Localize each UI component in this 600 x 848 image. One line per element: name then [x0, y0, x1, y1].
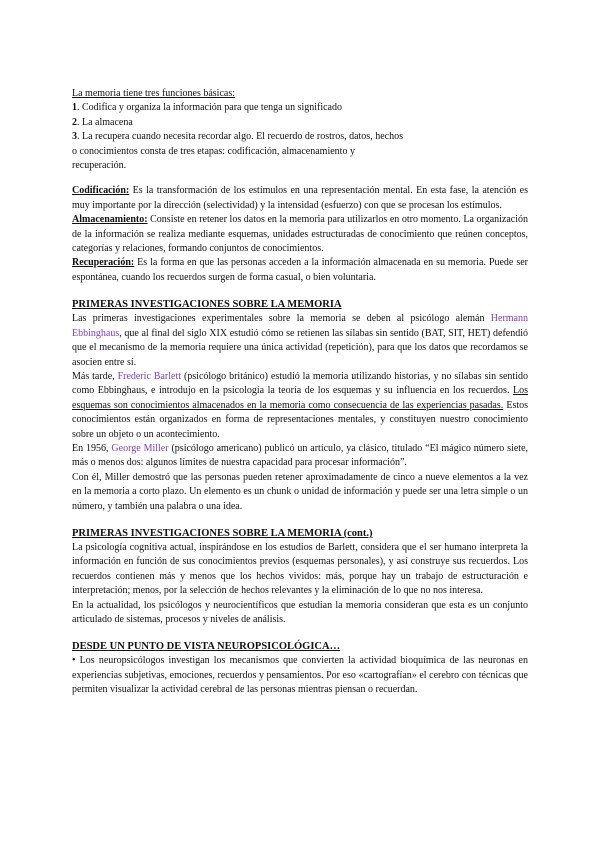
- underlined-definition: Los esquemas son conocimientos almacenados en la memoria como consecuencia de las experiencias pasadas.: [72, 385, 528, 411]
- definition-almacenamiento: [72, 213, 528, 256]
- text-span: En 1956,: [72, 442, 112, 454]
- link-hermann-ebbinghaus[interactable]: Hermann Ebbinghaus: [72, 313, 528, 339]
- text-span: Más tarde,: [72, 370, 118, 382]
- item-number: 3: [72, 131, 77, 143]
- definition-text: Es la forma en que las personas acceden a la información almacenada en su memoria. Puede ser espontánea, cuando los recuerdos surgen de forma casual, o bien voluntaria.: [72, 257, 528, 283]
- link-george-miller[interactable]: George Miller: [111, 442, 169, 454]
- item-number: 2: [72, 116, 77, 128]
- intro-item-1: [72, 101, 528, 115]
- text-span: (psicólogo americano) publicó un artículo, ya clásico, titulado “El mágico número siete, más o menos dos: algunos límites de nuestra capacidad para procesar información”.: [72, 442, 529, 469]
- intro-continuation-2: recuperación.: [72, 160, 127, 172]
- section-title-primeras-investigaciones-cont: PRIMERAS INVESTIGACIONES SOBRE LA MEMORIA (cont.): [72, 527, 373, 539]
- definition-recuperacion: [72, 256, 528, 285]
- document-content: [72, 87, 528, 698]
- definition-term: Recuperación:: [72, 257, 135, 269]
- text-span: Las primeras investigaciones experimentales sobre la memoria se deben al psicólogo alemán: [72, 313, 491, 325]
- intro-item-2: [72, 116, 528, 130]
- link-frederic-barlett[interactable]: Frederic Barlett: [117, 370, 182, 382]
- section-title-primeras-investigaciones: PRIMERAS INVESTIGACIONES SOBRE LA MEMORIA: [72, 299, 342, 311]
- paragraph-miller-chunk: Con él, Miller demostró que las personas pueden retener aproximadamente de cinco a nueve elementos a la vez en la memoria a corto plazo. Un elemento es un chunk o unidad de información y puede ser una letra simple o un número, y también una palabra o una idea.: [72, 471, 528, 512]
- intro-heading: La memoria tiene tres funciones básicas:: [72, 88, 235, 99]
- paragraph-neuropsicologos: [72, 654, 528, 697]
- paragraph-barlett: [72, 370, 528, 442]
- paragraph-psicologia-cognitiva: La psicología cognitiva actual, inspirándose en los estudios de Barlett, considera que el ser humano interpreta la información en función de sus conocimientos previos (esquemas personales), y así construye sus recuerdos. Los recuerdos contienen más y menos que los hechos vividos: más, porque hay un trabajo de estructuración e interpretación; menos, por la selección de hechos relevantes y la eliminación de lo que no nos interesa.: [72, 541, 528, 597]
- paragraph-miller: [72, 442, 528, 471]
- definition-text: Consiste en retener los datos en la memoria para utilizarlos en otro momento. La organización de la información se realiza mediante esquemas, unidades estructuradas de conocimiento que reúnen conceptos, categorías y relaciones, formando conjuntos de conocimientos.: [72, 214, 528, 255]
- definition-codificacion: [72, 184, 528, 213]
- item-text: . Codifica y organiza la información para que tenga un significado: [77, 102, 342, 114]
- intro-continuation-1: o conocimientos consta de tres etapas: codificación, almacenamiento y: [72, 145, 355, 157]
- bullet-icon: •: [72, 655, 76, 667]
- definition-term: Almacenamiento:: [72, 214, 148, 226]
- text-span: Los neuropsicólogos investigan los mecanismos que convierten la actividad bioquímica de las neuronas en experiencias subjetivas, emociones, recuerdos y pensamientos. Por eso «cartografían» el cerebro con técnicas que permiten visualizar la actividad cerebral de las personas mientras piensan o recuerdan.: [72, 655, 528, 696]
- text-span: Estos conocimientos están organizados en forma de representaciones mentales, y constituyen nuestro conocimiento sobre un objeto o un acontecimiento.: [72, 399, 529, 440]
- text-span: , que al final del siglo XIX estudió cómo se retienen las sílabas sin sentido (BAT, SIT, HET) defendió que el mecanismo de la memoria requiere una única actividad (repetición), para que los datos que recordamos se asocien entre sí.: [72, 327, 528, 368]
- section-title-neuropsicologica: DESDE UN PUNTO DE VISTA NEUROPSICOLÓGICA…: [72, 641, 341, 653]
- item-text: . La almacena: [77, 116, 133, 128]
- paragraph-actualidad: En la actualidad, los psicólogos y neurocientíficos que estudian la memoria consideran que esta es un conjunto articulado de sistemas, procesos y niveles de análisis.: [72, 599, 528, 625]
- intro-item-3: [72, 130, 528, 144]
- item-text: . La recupera cuando necesita recordar algo. El recuerdo de rostros, datos, hechos: [77, 131, 403, 143]
- paragraph-ebbinghaus: [72, 312, 528, 370]
- text-span: (psicólogo británico) estudió la memoria utilizando historias, y no sílabas sin sentido como Ebbinghaus, e introdujo en la psicología la teoría de los esquemas y su influencia en los recuerdos.: [72, 370, 528, 397]
- item-number: 1: [72, 102, 77, 114]
- definition-term: Codificación:: [72, 185, 130, 197]
- definition-text: Es la transformación de los estímulos en una representación mental. En esta fase, la atención es muy importante por la dirección (selectividad) y la intensidad (esfuerzo) con que se procesan los estímulos.: [72, 185, 528, 211]
